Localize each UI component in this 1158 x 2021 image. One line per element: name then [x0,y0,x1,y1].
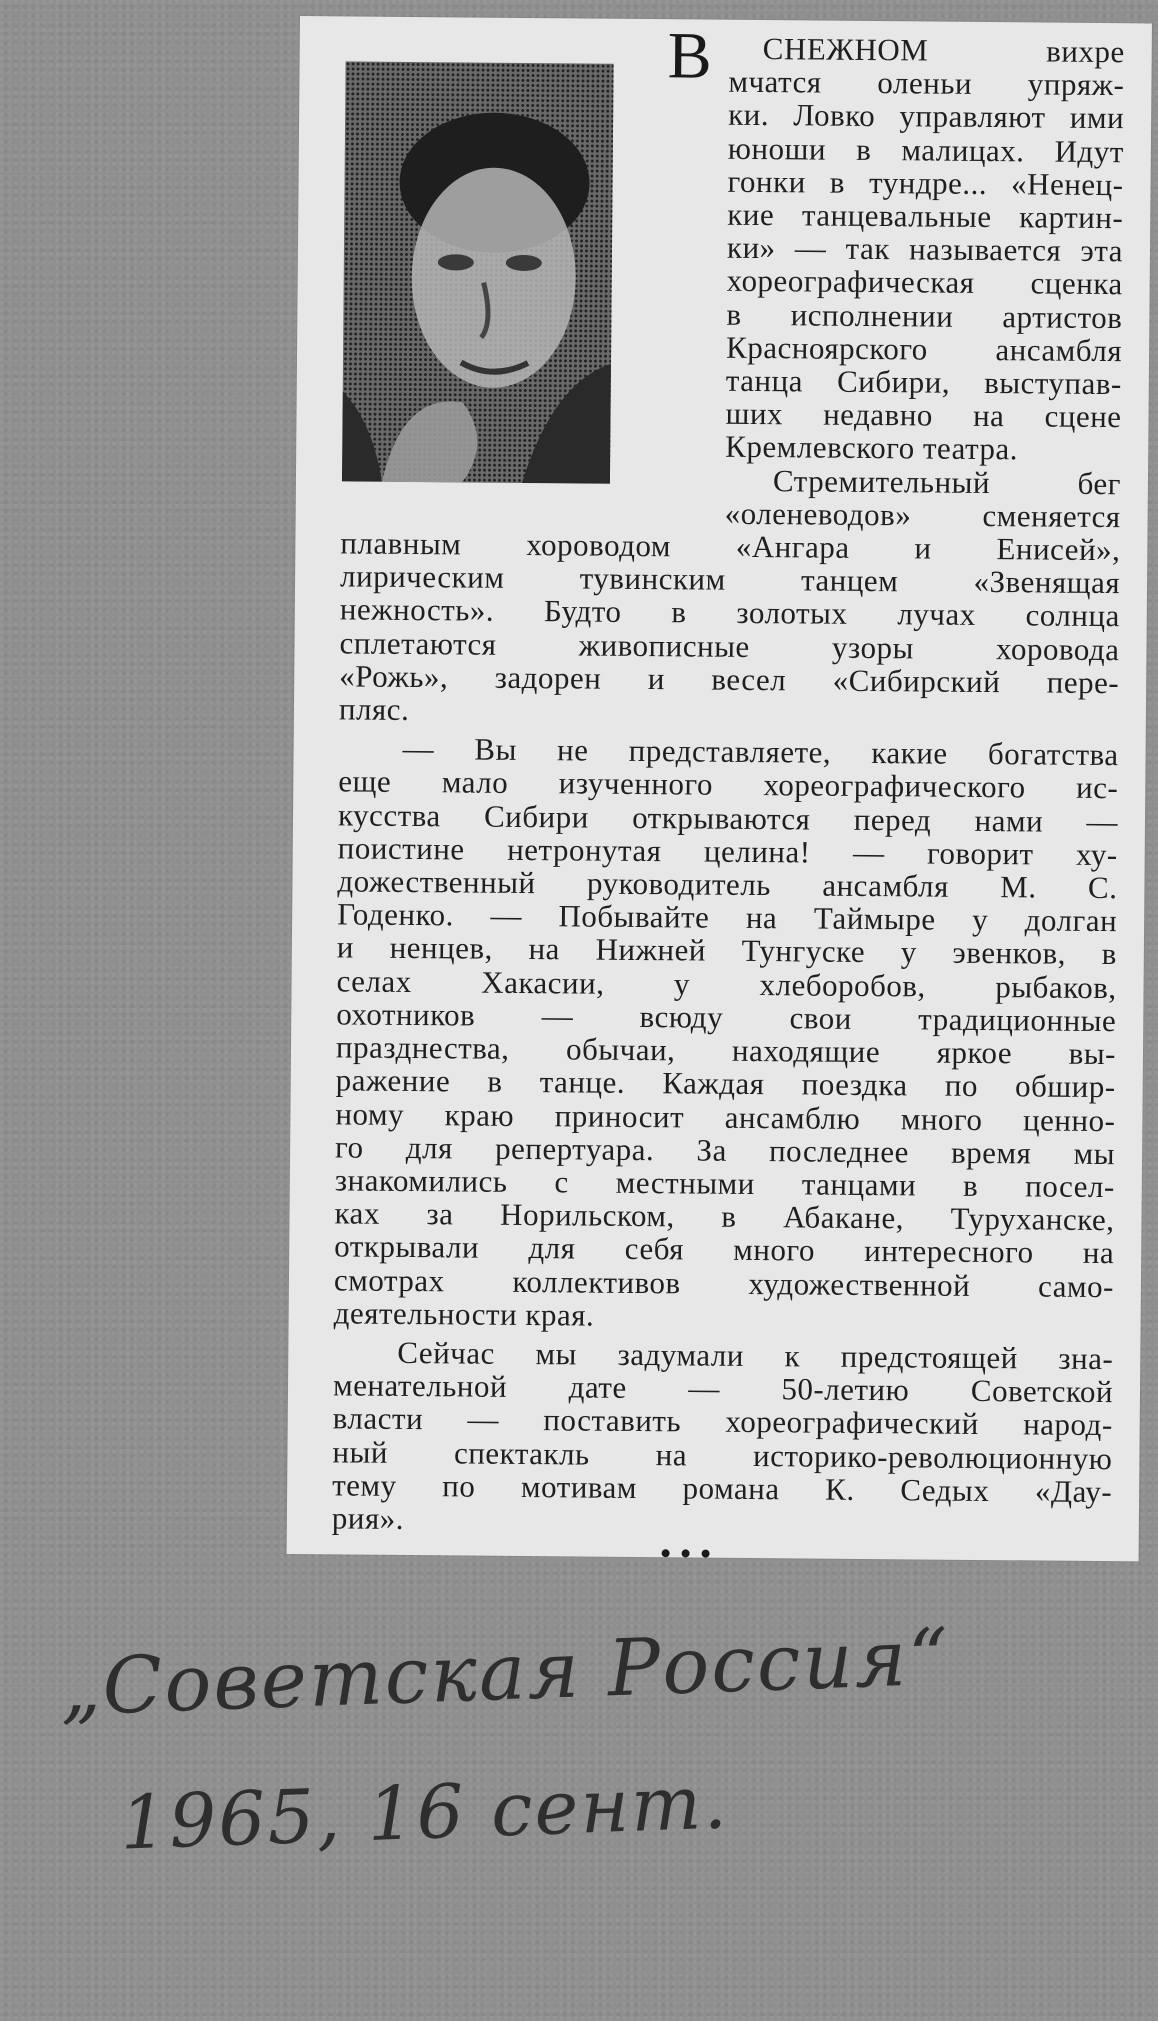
paragraph-4 [332,1335,1114,1541]
dot-icon [702,1550,710,1558]
text-line: мчатся оленьи упряж- [728,63,1125,103]
text-line: тему по мотивам романа К. Седых «Дау- [332,1467,1113,1509]
text-line: сплетаются живописные узоры хоровода [339,625,1120,667]
text-line: Стремительный бег [772,462,1122,501]
text-line: нежность». Будто в золотых лучах солнца [339,591,1120,634]
text-line: ки. Ловко управляют ими [728,97,1125,136]
text-line: еще мало изученного хореографического ис- [338,763,1119,806]
text-line: СНЕЖНОМ вихре [762,31,1125,70]
text-line: селах Хакасии, у хлеборобов, рыбаков, [336,963,1117,1005]
text-line: юноши в малицах. Идут [727,130,1125,169]
handwritten-source: „Советская Россия“ [58,1612,952,1734]
text-line: ражение в танце. Каждая поездка по обшир- [335,1062,1116,1105]
section-separator [662,1549,752,1564]
text-line: «Рожь», задорен и весел «Сибирский пере- [339,658,1120,701]
text-line: ках за Норильском, в Абакане, Туруханске, [334,1195,1115,1238]
text-line: кусства Сибири открываются перед нами — [337,797,1119,839]
text-line: открывали для себя много интересного на [334,1228,1115,1271]
dot-icon [662,1549,670,1557]
text-line: лирическим тувинским танцем «Звенящая [339,558,1121,601]
text-line: празднества, обычаи, находящие яркое вы- [335,1029,1117,1072]
paragraph-2 [339,460,1121,732]
text-line: ки» — так называется эта [726,229,1124,269]
text-line: пляс. [338,691,410,728]
text-line: власти — поставить хореографический народ- [332,1400,1113,1443]
text-line: Кремлевского театра. [725,429,1019,467]
text-line: деятельности края. [333,1295,595,1333]
dot-icon [682,1549,690,1557]
text-line: знакомились с местными танцами в посел- [334,1162,1115,1205]
text-line: кие танцевальные картин- [727,196,1124,236]
newspaper-clipping [287,16,1152,1561]
article-body [332,28,1125,1541]
text-line: менательной дате — 50-летию Советской [332,1367,1114,1410]
text-line: Годенко. — Побывайте на Таймыре у долган [337,896,1118,939]
paragraph-1 [341,28,1125,466]
text-line: смотрах коллективов художественной само- [333,1261,1115,1304]
text-line: танца Сибири, выступав- [725,362,1122,402]
text-line: хореографическая сценка [726,263,1123,302]
text-line: в исполнении артистов [726,296,1123,335]
text-line: охотников — всюду свои традиционные [336,996,1117,1039]
text-line: плавным хороводом «Ангара и Енисей», [340,525,1121,568]
text-line: Сейчас мы задумали к предстоящей зна- [397,1334,1114,1377]
text-line: — Вы не представляете, какие богатства [402,731,1119,773]
text-line: дожественный руководитель ансамбля М. С. [337,863,1118,906]
text-line: Красноярского ансамбля [725,329,1123,369]
paragraph-3 [334,732,1119,1336]
text-line: «оленеводов» сменяется [724,495,1121,535]
drop-cap: В [667,19,713,93]
text-line: и ненцев, на Нижней Тунгуске у эвенков, в [336,929,1117,972]
text-line: го для репертуара. За последнее время мы [334,1129,1116,1171]
text-line: гонки в тундре... «Ненец- [727,163,1124,203]
text-line: ный спектакль на историко-революционную [332,1433,1113,1476]
handwritten-date: 1965, 16 сент. [118,1759,731,1867]
text-line: поистине нетронутая целина! — говорит ху- [337,830,1118,873]
text-line: ному краю приносит ансамблю много ценно- [335,1095,1116,1138]
text-line: ших недавно на сцене [725,395,1122,435]
text-line: рия». [331,1500,405,1536]
